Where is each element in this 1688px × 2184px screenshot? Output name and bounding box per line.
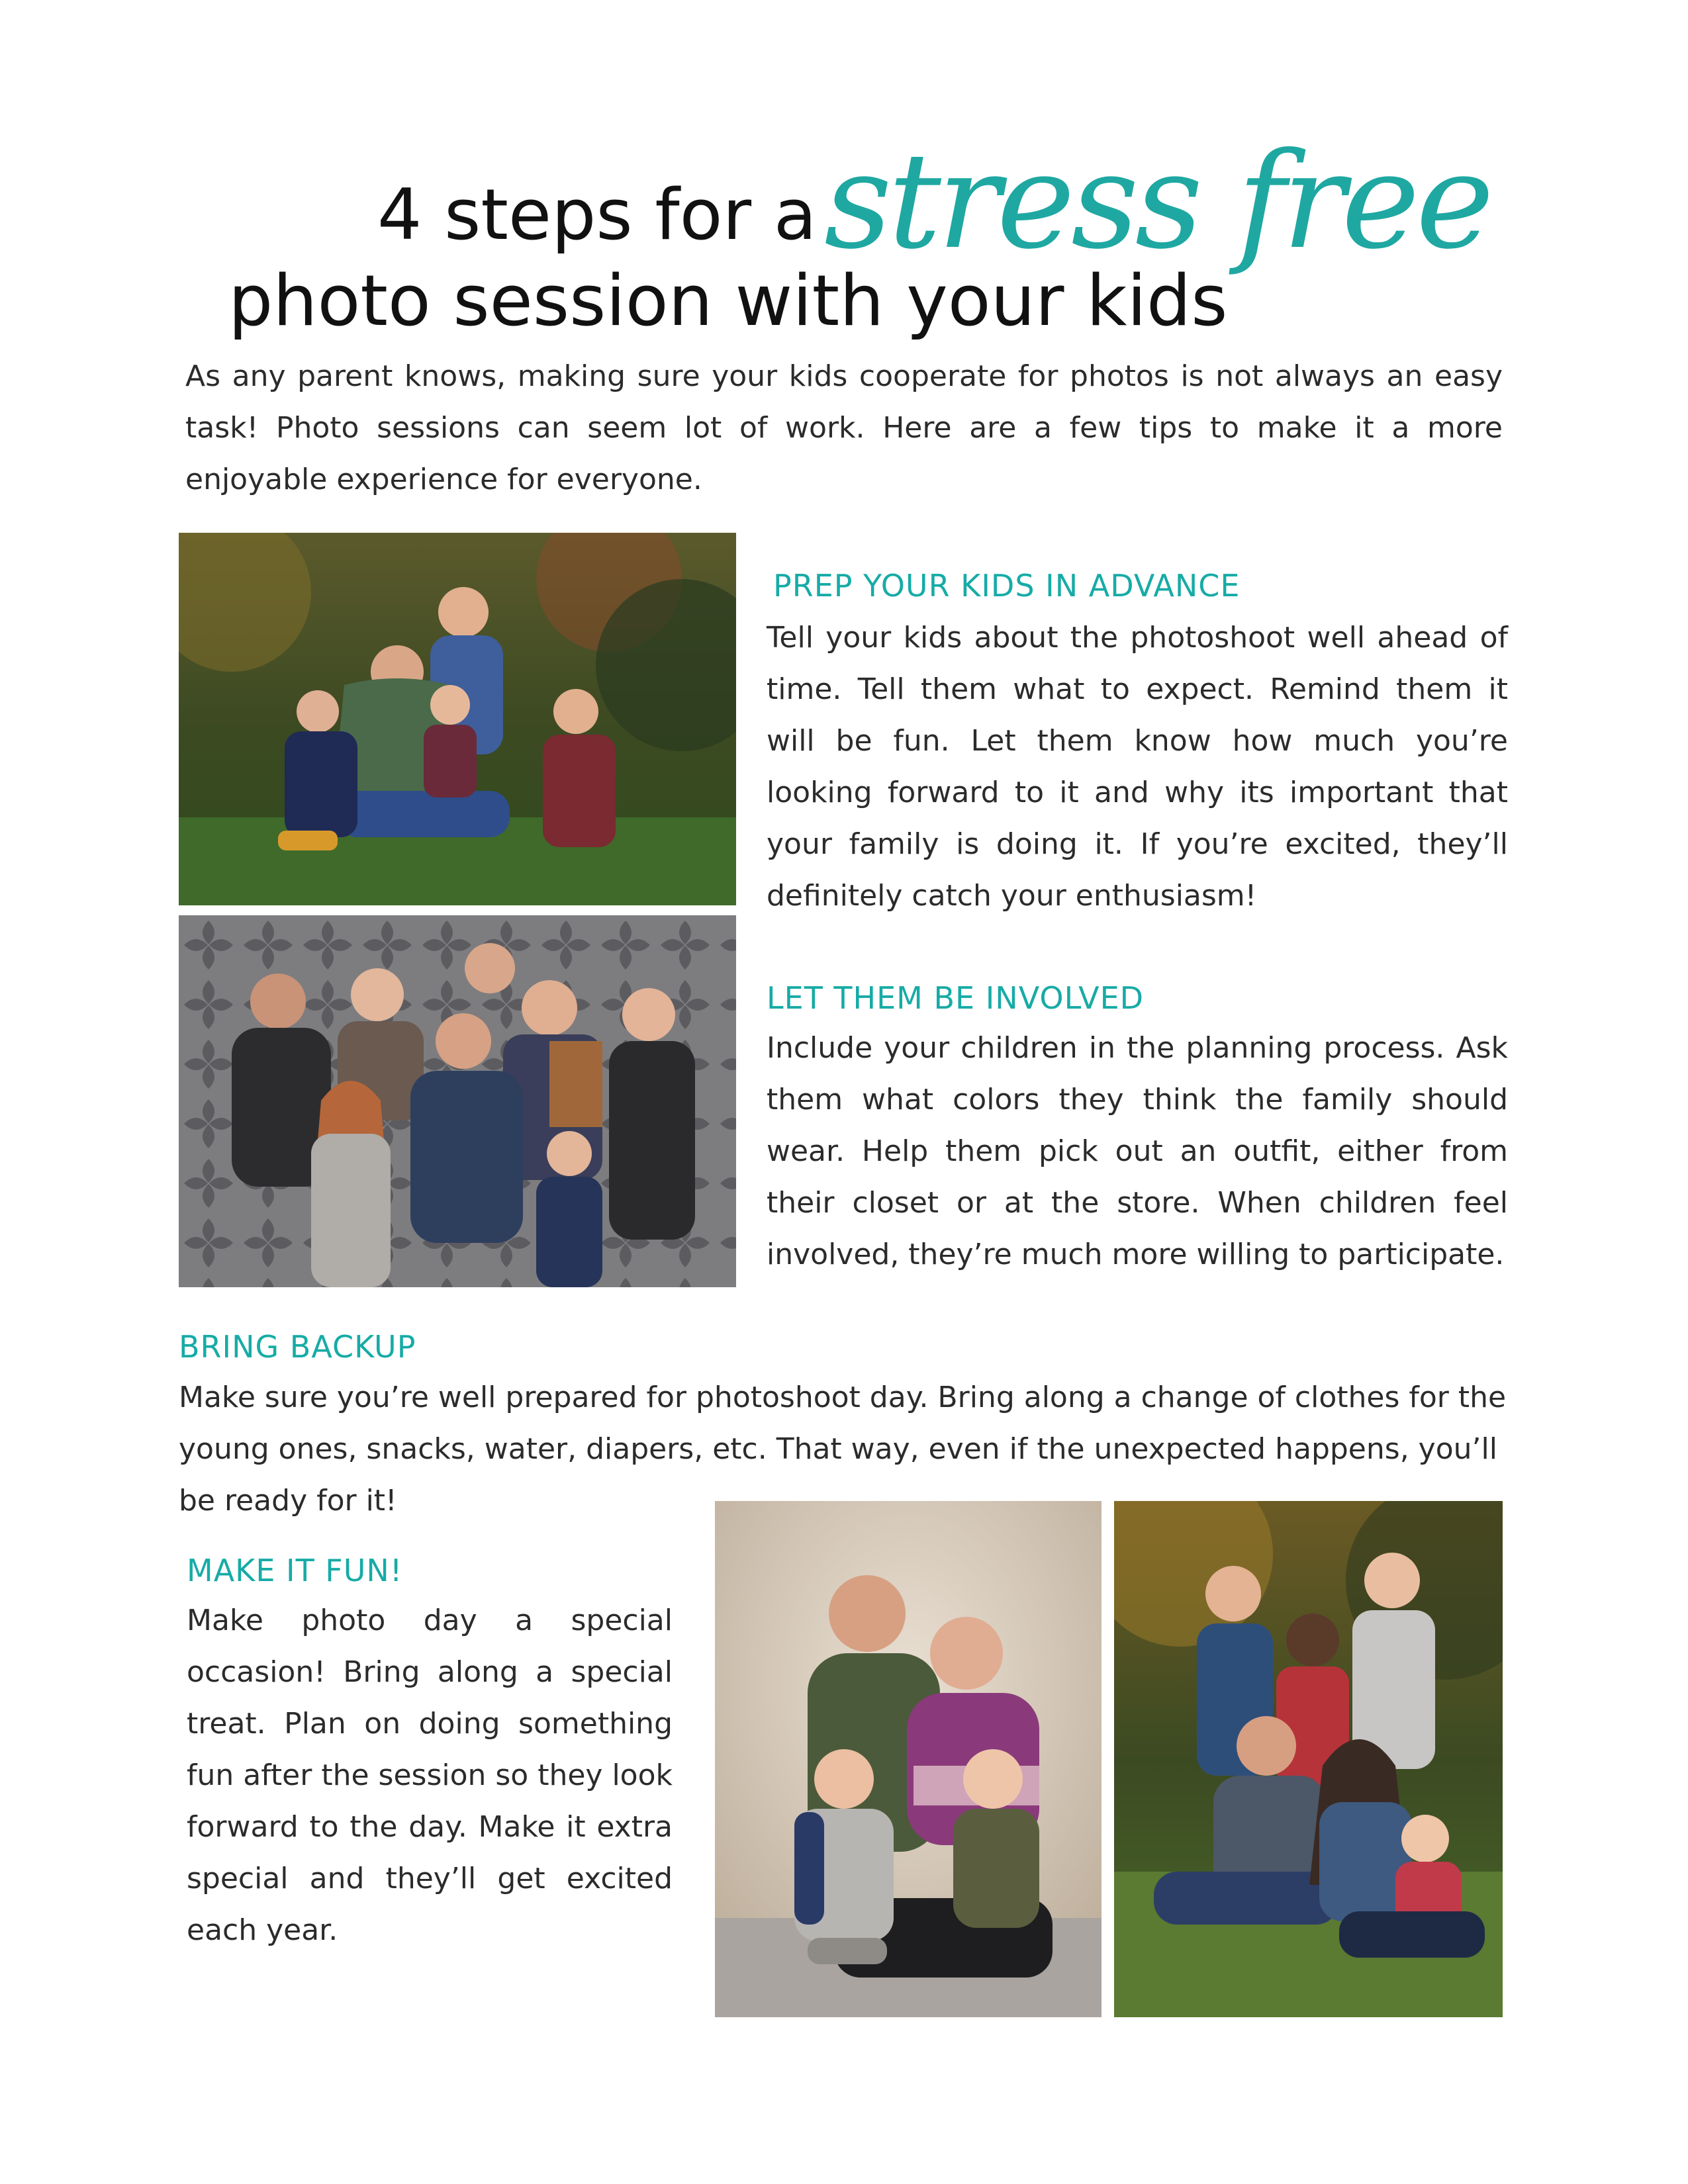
- title-script-stress-free: stress free: [824, 124, 1491, 279]
- section-heading-prep: PREP YOUR KIDS IN ADVANCE: [773, 568, 1241, 604]
- family-photo-autumn-outdoor: [179, 533, 736, 905]
- intro-paragraph: As any parent knows, making sure your kids cooperate for photos is not always an easy task! Photo sessions can seem lot of work. Here are a few tips to make it a more enjoyable experience for everyone.: [185, 359, 1503, 496]
- section-heading-fun: MAKE IT FUN!: [187, 1553, 403, 1588]
- section-body-involved: Include your children in the planning process. Ask them what colors they think the family should wear. Help them pick out an outfit, either from their closet or at the store. When children feel involved, they’re much more willing to participate.: [767, 1031, 1508, 1271]
- section-body-backup: Make sure you’re well prepared for photoshoot day. Bring along a change of clothes for the young ones, snacks, water, diapers, etc. That way, even if the unexpected happens, you’ll be ready for it!: [179, 1381, 1507, 1518]
- family-photo-woods-outdoor: [1114, 1501, 1503, 2017]
- section-body-fun: Make photo day a special occasion! Bring along a special treat. Plan on doing something fun after the session so they look forward to the day. Make it extra special and they’ll get excited each year.: [187, 1604, 673, 1947]
- section-body-prep: Tell your kids about the photoshoot well ahead of time. Tell them what to expect. Remind them it will be fun. Let them know how much you’re looking forward to it and why its important that your family is doing it. If you’re excited, they’ll definitely catch your enthusiasm!: [767, 621, 1508, 913]
- title-line-2: photo session with your kids: [228, 260, 1228, 341]
- title-line-1: 4 steps for a: [377, 174, 817, 255]
- family-photo-studio-cream: [715, 1501, 1102, 2017]
- section-heading-backup: BRING BACKUP: [179, 1329, 416, 1365]
- section-heading-involved: LET THEM BE INVOLVED: [767, 980, 1145, 1016]
- family-photo-studio-damask: [179, 915, 736, 1287]
